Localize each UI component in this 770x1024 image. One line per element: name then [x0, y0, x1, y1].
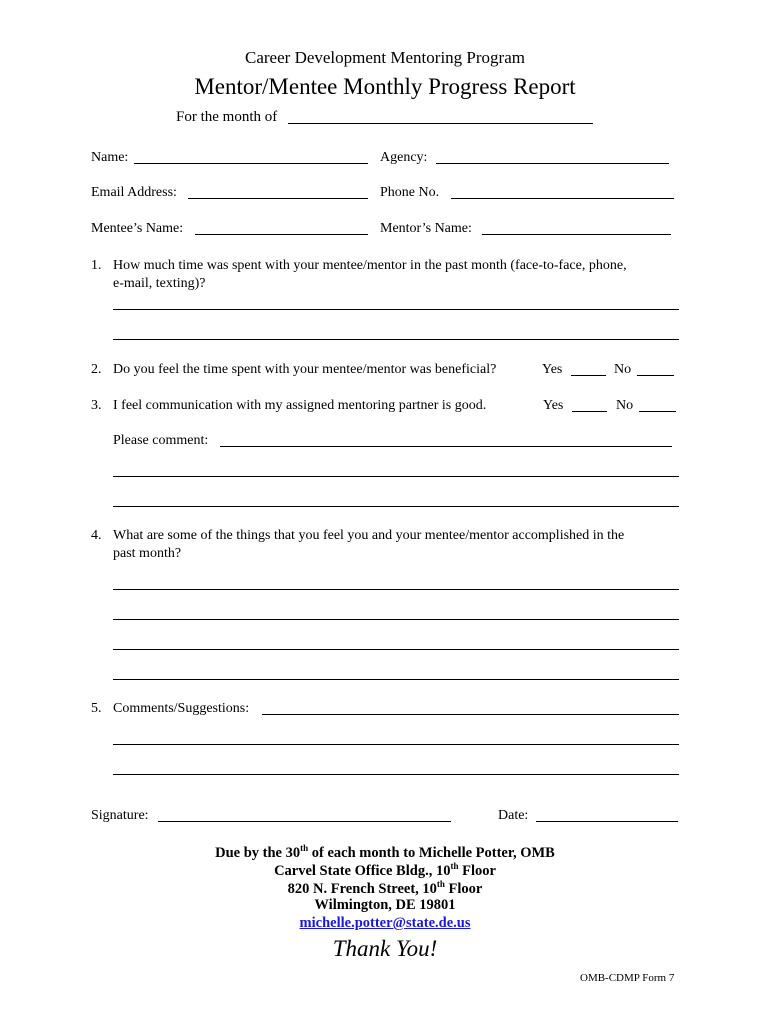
please-comment-label: Please comment: [113, 433, 209, 448]
q3-text: I feel communication with my assigned mentoring partner is good. [113, 398, 487, 413]
q1-number: 1. [91, 258, 102, 273]
due-text-post: of each month to Michelle Potter, OMB [308, 844, 555, 861]
due-line [0, 843, 770, 862]
q5-field[interactable] [262, 714, 679, 715]
building-text-sup: th [450, 861, 459, 871]
building-line [0, 861, 770, 880]
due-text-sup: th [300, 843, 309, 853]
date-field[interactable] [536, 821, 678, 822]
email-field[interactable] [188, 198, 368, 199]
name-label: Name: [91, 150, 129, 165]
q5-text: Comments/Suggestions: [113, 701, 250, 716]
signature-label: Signature: [91, 808, 149, 823]
comment-line-1[interactable] [113, 476, 679, 477]
q2-no-label: No [614, 362, 632, 377]
date-label: Date: [498, 808, 529, 823]
due-text-pre: Due by the 30 [215, 844, 301, 861]
q2-yes-label: Yes [542, 362, 563, 377]
q2-no-field[interactable] [637, 375, 674, 376]
building-text-post: Floor [458, 862, 496, 879]
comment-field[interactable] [220, 446, 672, 447]
mentee-name-label: Mentee’s Name: [91, 221, 184, 236]
q1-text-line1: How much time was spent with your mentee/mentor in the past month (face-to-face, phone, [113, 258, 627, 273]
q2-yes-field[interactable] [571, 375, 606, 376]
q4-answer-line-2[interactable] [113, 619, 679, 620]
agency-field[interactable] [436, 163, 669, 164]
month-label: For the month of [176, 109, 278, 125]
page-title: Mentor/Mentee Monthly Progress Report [194, 74, 576, 99]
q4-number: 4. [91, 528, 102, 543]
phone-field[interactable] [451, 198, 674, 199]
mentor-name-field[interactable] [482, 234, 671, 235]
mentee-name-field[interactable] [195, 234, 368, 235]
q5-number: 5. [91, 701, 102, 716]
q4-answer-line-4[interactable] [113, 679, 679, 680]
q5-answer-line-2[interactable] [113, 774, 679, 775]
thank-you-text: Thank You! [332, 936, 438, 961]
q4-text-line1: What are some of the things that you feel you and your mentee/mentor accomplished in the [113, 528, 625, 543]
q4-answer-line-3[interactable] [113, 649, 679, 650]
email-label: Email Address: [91, 185, 177, 200]
phone-label: Phone No. [380, 185, 440, 200]
q4-text-line2: past month? [113, 546, 182, 561]
q2-text: Do you feel the time spent with your mentee/mentor was beneficial? [113, 362, 497, 377]
mentor-name-label: Mentor’s Name: [380, 221, 472, 236]
q5-answer-line-1[interactable] [113, 744, 679, 745]
month-field[interactable] [288, 123, 593, 124]
agency-label: Agency: [380, 150, 428, 165]
q3-yes-label: Yes [543, 398, 564, 413]
q1-answer-line-1[interactable] [113, 309, 679, 310]
name-field[interactable] [134, 163, 368, 164]
q3-yes-field[interactable] [572, 411, 607, 412]
street-text-pre: 820 N. French Street, 10 [287, 880, 437, 897]
contact-email-link[interactable]: michelle.potter@state.de.us [299, 915, 471, 931]
q3-no-label: No [616, 398, 634, 413]
street-line [0, 879, 770, 898]
q3-no-field[interactable] [639, 411, 676, 412]
form-id: OMB-CDMP Form 7 [580, 972, 675, 984]
street-text-sup: th [436, 879, 445, 889]
q4-answer-line-1[interactable] [113, 589, 679, 590]
q1-text-line2: e-mail, texting)? [113, 276, 206, 291]
q3-number: 3. [91, 398, 102, 413]
building-text-pre: Carvel State Office Bldg., 10 [274, 862, 451, 879]
q1-answer-line-2[interactable] [113, 339, 679, 340]
street-text-post: Floor [444, 880, 483, 897]
program-name: Career Development Mentoring Program [245, 48, 525, 67]
city-line: Wilmington, DE 19801 [314, 897, 456, 913]
comment-line-2[interactable] [113, 506, 679, 507]
signature-field[interactable] [158, 821, 451, 822]
q2-number: 2. [91, 362, 102, 377]
